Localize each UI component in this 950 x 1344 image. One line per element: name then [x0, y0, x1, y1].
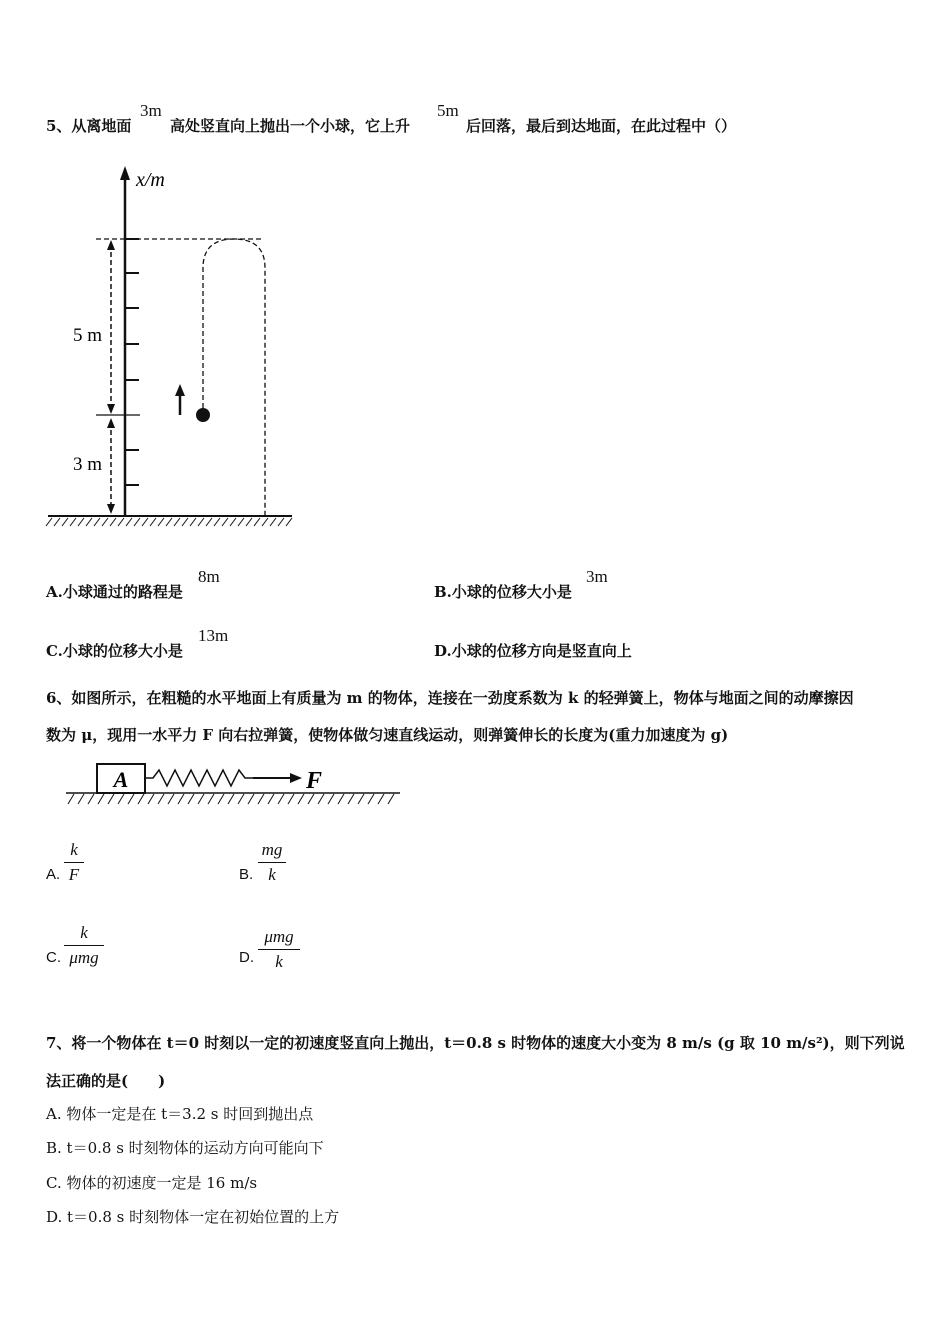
axis-ticks: [125, 239, 139, 485]
q5-option-a-value: 8m: [198, 567, 220, 586]
q7-option-b[interactable]: B. t＝0.8 s 时刻物体的运动方向可能向下: [46, 1139, 324, 1157]
q5-option-d-text: D.小球的位移方向是竖直向上: [434, 642, 632, 660]
q6-option-a-fraction: [64, 839, 84, 886]
fraction-bar: [64, 862, 84, 863]
ground-hatching: [46, 518, 292, 526]
q6-line-1: 6、如图所示，在粗糙的水平地面上有质量为 m 的物体，连接在一劲度系数为 k 的轻弹簧上，物体与地面之间的动摩擦因: [46, 689, 854, 707]
q5-suffix: 后回落，最后到达地面，在此过程中（）: [466, 117, 737, 135]
denominator: F: [68, 865, 80, 884]
floor-hatching: [68, 794, 394, 804]
q5-option-c-value: 13m: [198, 626, 229, 645]
denominator: μmg: [69, 948, 99, 967]
q5-option-d[interactable]: [434, 640, 632, 661]
q5-stem: [46, 115, 131, 136]
block-label: A: [113, 767, 129, 792]
q5-option-a[interactable]: [46, 581, 183, 602]
q5-option-c-text: C.小球的位移大小是: [46, 642, 183, 660]
force-label: F: [306, 768, 323, 794]
fraction-bar: [64, 945, 104, 946]
q6-option-d-label[interactable]: D.: [239, 949, 254, 966]
q7-option-a[interactable]: A. 物体一定是在 t＝3.2 s 时回到抛出点: [46, 1105, 314, 1123]
q5-option-a-text: A.小球通过的路程是: [46, 583, 183, 601]
q6-option-d-fraction: [258, 926, 300, 973]
numerator: k: [70, 840, 78, 859]
q6-option-b-label[interactable]: B.: [239, 866, 254, 883]
x-axis-arrowhead: [120, 166, 130, 180]
label-3m: 3 m: [73, 454, 103, 475]
numerator: mg: [261, 840, 283, 859]
q6-option-a-label[interactable]: A.: [46, 866, 61, 883]
q7-line-2: 法正确的是( ): [46, 1072, 166, 1090]
q5-figure: [40, 160, 320, 530]
q5-prefix: 5、从离地面: [46, 117, 132, 135]
numerator: μmg: [264, 927, 294, 946]
q7-option-d[interactable]: D. t＝0.8 s 时刻物体一定在初始位置的上方: [46, 1208, 340, 1226]
q5-middle: 高处竖直向上抛出一个小球，它上升: [170, 117, 411, 135]
q6-option-b-fraction: [258, 839, 286, 886]
denominator: k: [275, 952, 283, 971]
fraction-bar: [258, 949, 300, 950]
ball-trajectory: [203, 239, 265, 516]
q7-line-1: 7、将一个物体在 t＝0 时刻以一定的初速度竖直向上抛出，t＝0.8 s 时物体的速度大小变为 8 m/s (g 取 10 m/s²)，则下列说: [46, 1034, 905, 1052]
denominator: k: [268, 865, 276, 884]
q5-option-b-value: 3m: [586, 567, 608, 586]
numerator: k: [80, 923, 88, 942]
axis-label: x/m: [136, 169, 165, 191]
q7-option-c[interactable]: C. 物体的初速度一定是 16 m/s: [46, 1174, 258, 1192]
q5-height-2: 5m: [437, 101, 459, 120]
q5-option-b-text: B.小球的位移大小是: [434, 583, 572, 601]
ball: [196, 408, 210, 422]
spring: [145, 770, 253, 786]
q6-option-c-fraction: [64, 922, 104, 969]
q6-figure: [60, 760, 405, 810]
q6-option-c-label[interactable]: C.: [46, 949, 61, 966]
q5-option-c[interactable]: [46, 640, 183, 661]
q5-height-1: 3m: [140, 101, 162, 120]
fraction-bar: [258, 862, 286, 863]
q5-option-b[interactable]: [434, 581, 572, 602]
label-5m: 5 m: [73, 325, 103, 346]
q6-line-2: 数为 μ，现用一水平力 F 向右拉弹簧，使物体做匀速直线运动，则弹簧伸长的长度为(重力加速度为 g): [46, 726, 729, 744]
